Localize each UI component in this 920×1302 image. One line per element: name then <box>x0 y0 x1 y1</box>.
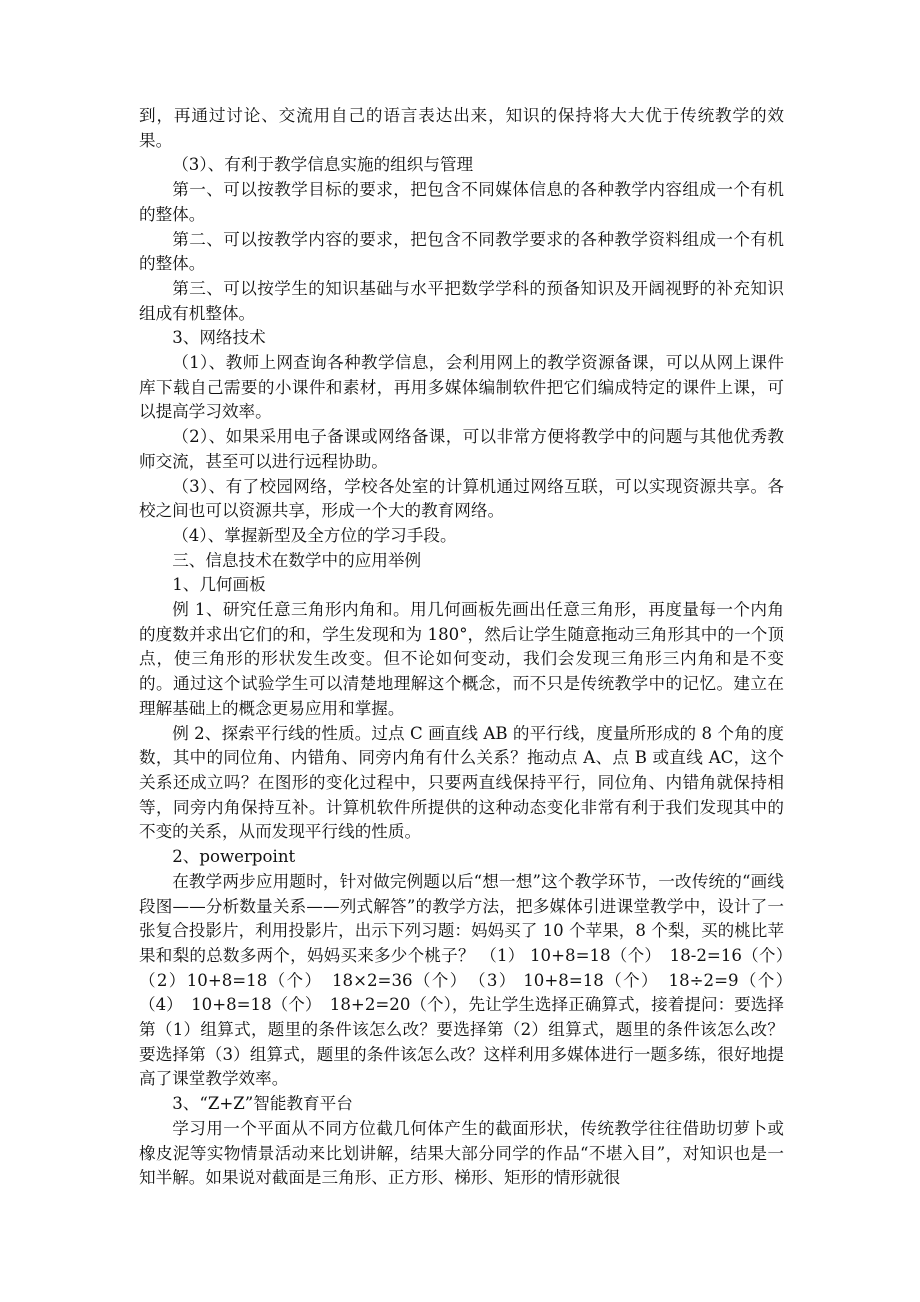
paragraph-powerpoint: 在教学两步应用题时，针对做完例题以后“想一想”这个教学环节，一改传统的“画线段图——分析数量关系——列式解答”的教学方法，把多媒体引进课堂教学中，设计了一张复合投影片，利用投影片，出示下列习题：妈妈买了 10 个苹果，8 个梨，买的桃比苹果和梨的总数多两个，妈妈买来多少个桃子？ （1） 10+8=18（个） 18-2=16（个） （2）10+8=18（个） 18×2=36（个） （3） 10+8=18（个） 18÷2=9（个） （4） 10+8=18（个） 18+2=20（个），先让学生选择正确算式，接着提问：要选择第（1）组算式，题里的条件该怎么改？要选择第（2）组算式，题里的条件该怎么改？要选择第（3）组算式，题里的条件该怎么改？这样利用多媒体进行一题多练，很好地提高了课堂教学效率。 <box>139 871 801 1089</box>
paragraph-example-2: 例 2、探索平行线的性质。过点 C 画直线 AB 的平行线，度量所形成的 8 个角的度数，其中的同位角、内错角、同旁内角有什么关系？拖动点 A、点 B 或直线 AC，这个关系还成立吗？在图形的变化过程中，只要两直线保持平行，同位角、内错角就保持相等，同旁内角保持互补。计算机软件所提供的这种动态变化非常有利于我们发现其中的不变的关系，从而发现平行线的性质。 <box>139 723 784 842</box>
paragraph-zz-platform: 学习用一个平面从不同方位截几何体产生的截面形状，传统教学往往借助切萝卜或橡皮泥等实物情景活动来比划讲解，结果大部分同学的作品“不堪入目”，对知识也是一知半解。如果说对截面是三角形、正方形、梯形、矩形的情形就很 <box>139 1118 784 1188</box>
paragraph-third-point: 第三、可以按学生的知识基础与水平把数学学科的预备知识及开阔视野的补充知识组成有机整体。 <box>139 278 784 323</box>
subheading-organization-management: （3）、有利于教学信息实施的组织与管理 <box>172 155 474 175</box>
heading-powerpoint: 2、powerpoint <box>172 847 296 867</box>
paragraph-continuation: 到，再通过讨论、交流用自己的语言表达出来，知识的保持将大大优于传统教学的效果。 <box>139 106 784 150</box>
heading-network-technology: 3、网络技术 <box>172 328 266 348</box>
heading-geometer-sketchpad: 1、几何画板 <box>172 575 266 595</box>
document-body <box>139 104 801 1191</box>
paragraph-network-2: （2）、如果采用电子备课或网络备课，可以非常方便将教学中的问题与其他优秀教师交流，甚至可以进行远程协助。 <box>139 427 784 471</box>
paragraph-first-point: 第一、可以按教学目标的要求，把包含不同媒体信息的各种教学内容组成一个有机的整体。 <box>139 180 784 224</box>
heading-application-examples: 三、信息技术在数学中的应用举例 <box>172 550 422 570</box>
paragraph-network-3: （3）、有了校园网络，学校各处室的计算机通过网络互联，可以实现资源共享。各校之间也可以资源共享，形成一个大的教育网络。 <box>139 476 784 521</box>
paragraph-example-1: 例 1、研究任意三角形内角和。用几何画板先画出任意三角形，再度量每一个内角的度数并求出它们的和，学生发现和为 180°，然后让学生随意拖动三角形其中的一个顶点，使三角形的形状发生改变。但不论如何变动，我们会发现三角形三内角和是不变的。通过这个试验学生可以清楚地理解这个概念，而不只是传统教学中的记忆。建立在理解基础上的概念更易应用和掌握。 <box>139 600 784 718</box>
paragraph-network-1: （1）、教师上网查询各种教学信息，会利用网上的教学资源备课，可以从网上课件库下载自己需要的小课件和素材，再用多媒体编制软件把它们编成特定的课件上课，可以提高学习效率。 <box>139 353 784 422</box>
heading-zz-platform: 3、“Z+Z”智能教育平台 <box>172 1094 353 1114</box>
paragraph-network-4: （4）、掌握新型及全方位的学习手段。 <box>172 525 457 545</box>
paragraph-second-point: 第二、可以按教学内容的要求，把包含不同教学要求的各种教学资料组成一个有机的整体。 <box>139 229 784 274</box>
